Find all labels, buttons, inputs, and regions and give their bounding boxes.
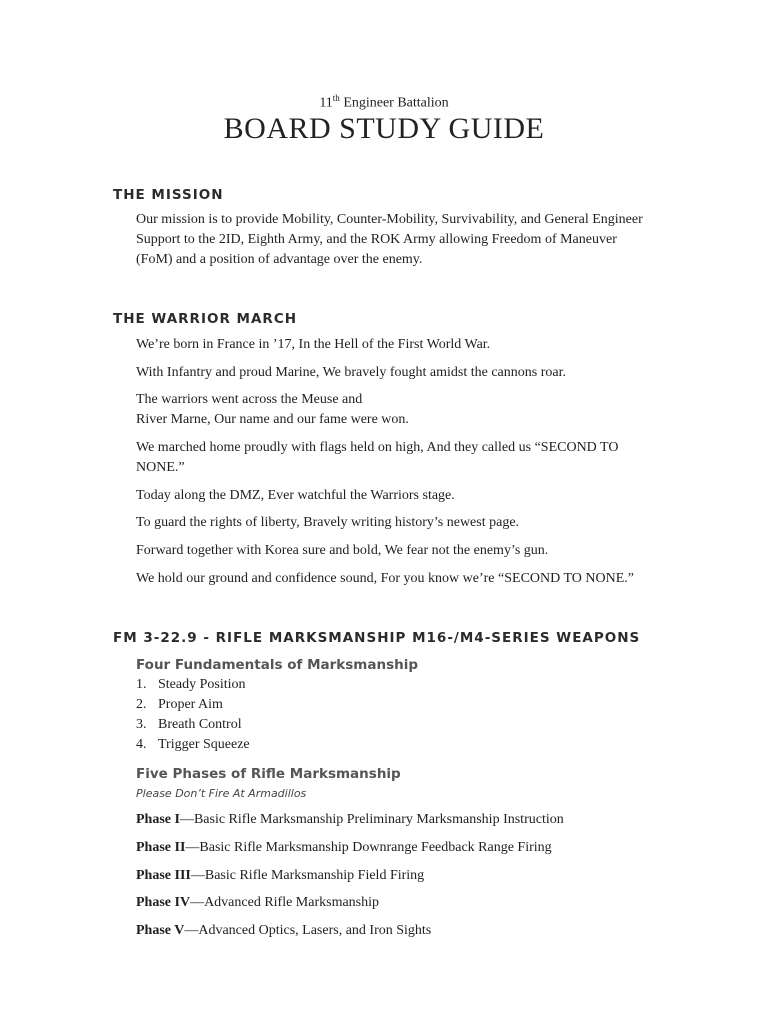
phase-item	[136, 923, 431, 939]
list-text: Trigger Squeeze	[158, 737, 250, 752]
phase-name: Phase III	[136, 868, 191, 883]
phase-name: Phase I	[136, 812, 180, 827]
march-line: The warriors went across the Meuse and	[136, 392, 363, 407]
page-title: BOARD STUDY GUIDE	[223, 112, 545, 145]
list-number: 2.	[136, 697, 147, 712]
phases-heading: Five Phases of Rifle Marksmanship	[136, 766, 401, 782]
battalion-line	[0, 93, 768, 112]
phase-text: —Basic Rifle Marksmanship Downrange Feedback Range Firing	[185, 840, 552, 855]
list-text: Steady Position	[158, 677, 246, 692]
phase-item	[136, 868, 424, 884]
phase-text: —Advanced Optics, Lasers, and Iron Sights	[184, 923, 432, 938]
mission-text: Our mission is to provide Mobility, Counter-Mobility, Survivability, and General Engineer Support to the 2ID, Eighth Army, and the ROK Army allowing Freedom of Maneuver (FoM) and a position of advantage over the enemy.	[136, 212, 643, 267]
list-item	[136, 735, 250, 755]
phase-item	[136, 895, 379, 911]
warrior-march-heading: THE WARRIOR MARCH	[113, 311, 298, 327]
fm-heading: FM 3-22.9 - RIFLE MARKSMANSHIP M16-/M4-SERIES WEAPONS	[113, 630, 641, 646]
mission-heading: THE MISSION	[113, 187, 224, 203]
list-number: 3.	[136, 717, 147, 732]
list-number: 4.	[136, 737, 147, 752]
phase-name: Phase IV	[136, 895, 191, 910]
march-line: To guard the rights of liberty, Bravely writing history’s newest page.	[136, 515, 520, 530]
battalion-name: Engineer Battalion	[339, 95, 449, 111]
march-line: We’re born in France in ’17, In the Hell of the First World War.	[136, 337, 491, 352]
phase-item	[136, 812, 564, 828]
list-item	[136, 675, 246, 695]
phase-name: Phase V	[136, 923, 185, 938]
list-number: 1.	[136, 677, 147, 692]
battalion-number: 11	[319, 95, 333, 111]
phase-text: —Basic Rifle Marksmanship Field Firing	[190, 868, 425, 883]
march-line: With Infantry and proud Marine, We bravely fought amidst the cannons roar.	[136, 365, 566, 380]
phase-item	[136, 840, 552, 856]
phase-text: —Advanced Rifle Marksmanship	[190, 895, 380, 910]
list-item	[136, 695, 223, 715]
list-item	[136, 715, 242, 735]
march-line: Today along the DMZ, Ever watchful the Warriors stage.	[136, 488, 455, 503]
battalion-ordinal-suffix: th	[332, 93, 340, 103]
march-line: River Marne, Our name and our fame were won.	[136, 412, 409, 427]
march-line: Forward together with Korea sure and bold, We fear not the enemy’s gun.	[136, 543, 549, 558]
list-text: Proper Aim	[158, 697, 223, 712]
fundamentals-heading: Four Fundamentals of Marksmanship	[136, 657, 419, 673]
phases-mnemonic: Please Don’t Fire At Armadillos	[136, 787, 307, 800]
list-text: Breath Control	[158, 717, 242, 732]
march-line: We marched home proudly with flags held on high, And they called us “SECOND TO	[136, 440, 619, 455]
march-line: NONE.”	[136, 460, 185, 475]
phase-name: Phase II	[136, 840, 186, 855]
march-line: We hold our ground and confidence sound, For you know we’re “SECOND TO NONE.”	[136, 571, 634, 586]
phase-text: —Basic Rifle Marksmanship Preliminary Marksmanship Instruction	[179, 812, 564, 827]
